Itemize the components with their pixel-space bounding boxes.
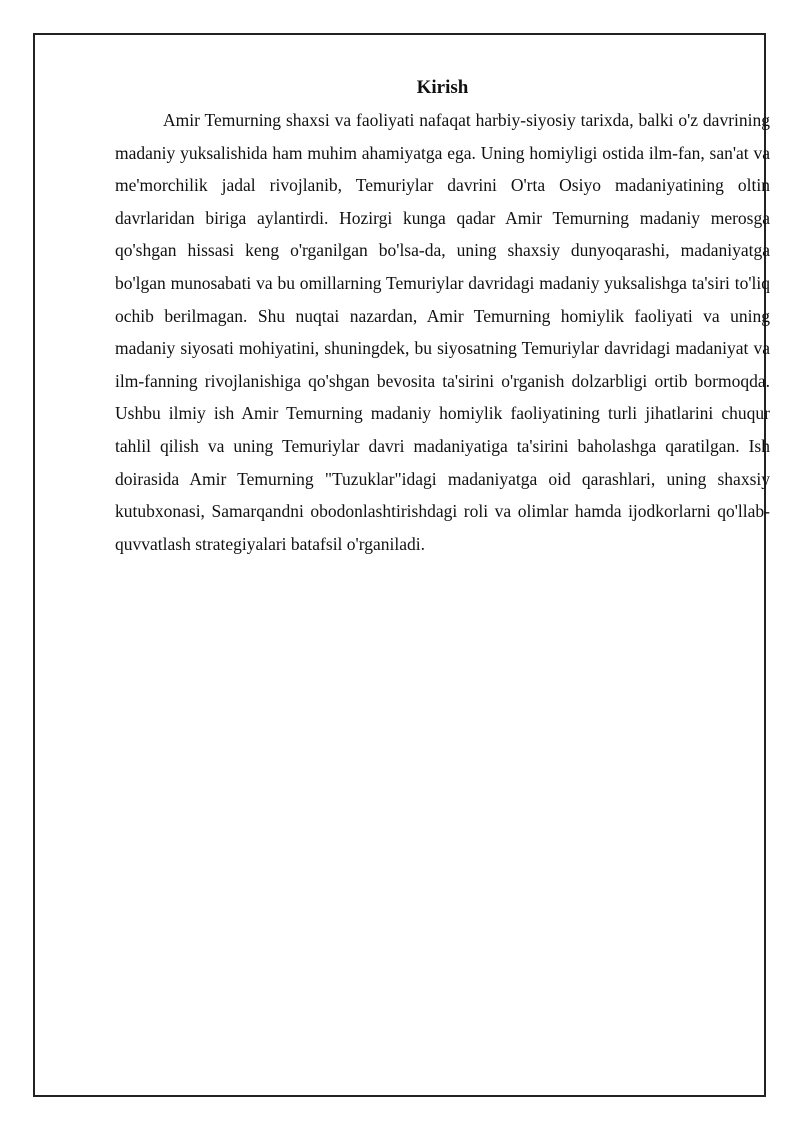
intro-paragraph: Amir Temurning shaxsi va faoliyati nafaqat harbiy-siyosiy tarixda, balki o'z davrining madaniy yuksalishida ham muhim ahamiyatga ega. Uning homiyligi ostida ilm-fan, san'at va me'morchilik jadal rivojlanib, Temuriylar davrini O'rta Osiyo madaniyatining oltin davrlaridan biriga aylantirdi. Hozirgi kunga qadar Amir Temurning madaniy merosga qo'shgan hissasi keng o'rganilgan bo'lsa-da, uning shaxsiy dunyoqarashi, madaniyatga bo'lgan munosabati va bu omillarning Temuriylar davridagi madaniy yuksalishga ta'siri to'liq ochib berilmagan. Shu nuqtai nazardan, Amir Temurning homiylik faoliyati va uning madaniy siyosati mohiyatini, shuningdek, bu siyosatning Temuriylar davridagi madaniyat va ilm-fanning rivojlanishiga qo'shgan bevosita ta'sirini o'rganish dolzarbligi ortib bormoqda. Ushbu ilmiy ish Amir Temurning madaniy homiylik faoliyatining turli jihatlarini chuqur tahlil qilish va uning Temuriylar davri madaniyatiga ta'sirini baholashga qaratilgan. Ish doirasida Amir Temurning "Tuzuklar"idagi madaniyatga oid qarashlari, uning shaxsiy kutubxonasi, Samarqandni obodonlashtirishdagi roli va olimlar hamda ijodkorlarni qo'llab-quvvatlash strategiyalari batafsil o'rganiladi. bbox=[115, 110, 770, 554]
section-heading: Kirish bbox=[416, 77, 469, 98]
document-body bbox=[115, 76, 770, 560]
